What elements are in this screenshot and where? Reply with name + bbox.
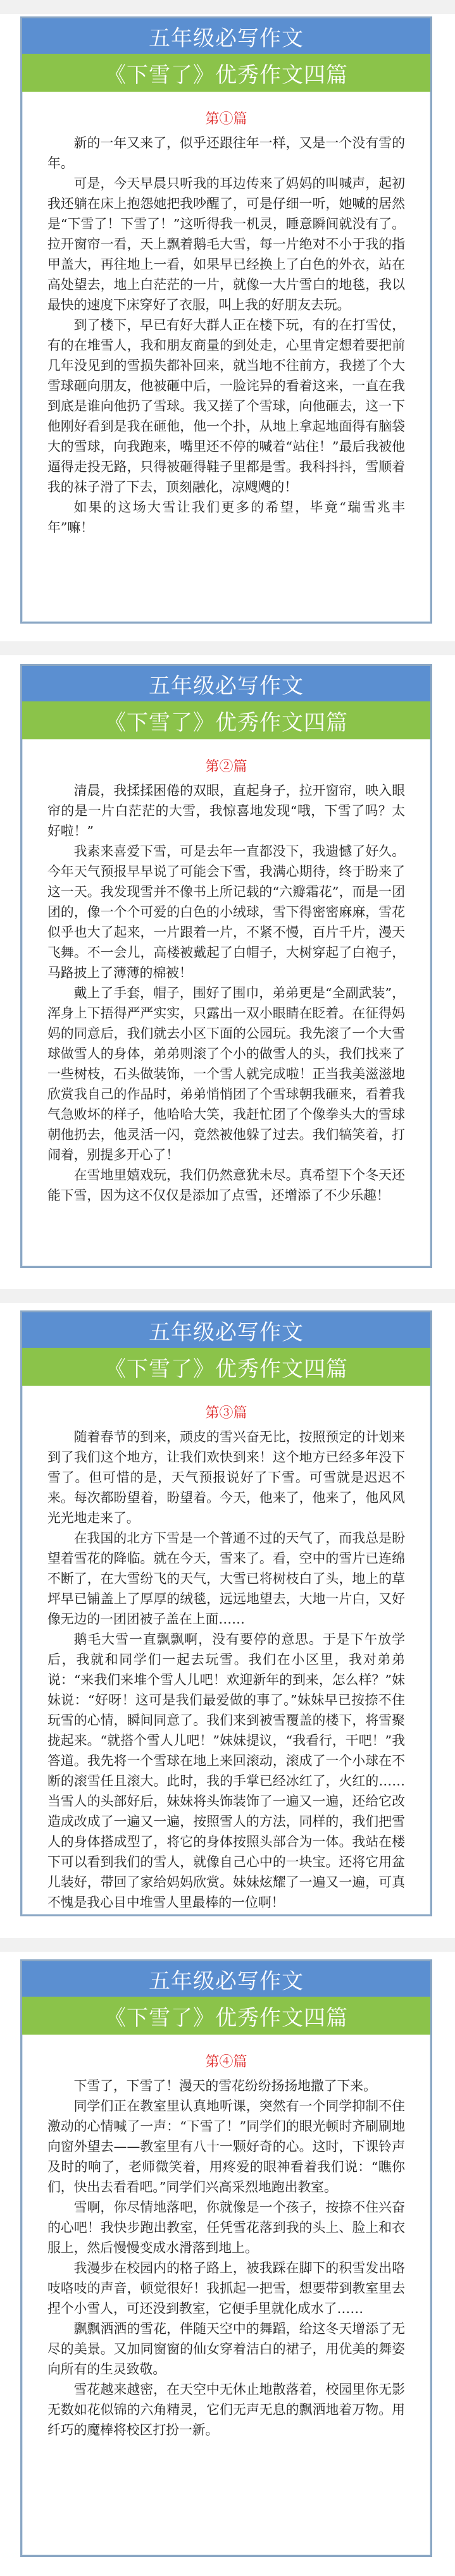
paragraph: 下雪了，下雪了！漫天的雪花纷纷扬扬地撒了下来。: [73, 2078, 377, 2093]
card-title: 五年级必写作文: [22, 1961, 430, 1997]
separator-bar: [0, 1289, 455, 1303]
card-subtitle: 《下雪了》优秀作文四篇: [22, 1997, 430, 2035]
essay-body: [22, 1427, 430, 1913]
essay-body: [22, 133, 430, 538]
section-heading: 第④篇: [205, 2054, 247, 2070]
essay-body: [22, 2076, 430, 2440]
paragraph: 如果的这场大雪让我们更多的希望，毕竟“瑞雪兆丰年”嘛！: [47, 500, 405, 535]
paragraph: 我漫步在校园内的格子路上，被我踩在脚下的积雪发出咯吱咯吱的声音，顿觉很好！我抓起一把雪，想要带到教室里去捏个小雪人，可还没到教室，它便手里就化成水了……: [47, 2260, 405, 2316]
paragraph: 在雪地里嬉戏玩，我们仍然意犹未尽。真希望下个冬天还能下雪，因为这不仅仅是添加了点雪，还增添了不少乐趣！: [47, 1168, 405, 1203]
paragraph: 随着春节的到来，顽皮的雪兴奋无比，按照预定的计划来到了我们这个地方，让我们欢快到来！这个地方已经多年没下雪了。但可惜的是，天气预报说好了下雪。可雪就是迟迟不来。每次都盼望着，盼望着。今天，他来了，他来了，他风风光光地走来了。: [47, 1429, 405, 1525]
card-subtitle: 《下雪了》优秀作文四篇: [22, 1348, 430, 1386]
paragraph: 雪花越来越密，在天空中无休止地散落着，校园里你无影无数如花似锦的六角精灵，它们无声无息的飘洒地着万物。用纤巧的魔棒将校区打扮一新。: [47, 2382, 405, 2437]
separator-bar: [0, 1938, 455, 1952]
card-title: 五年级必写作文: [22, 1312, 430, 1348]
paragraph: 飘飘洒洒的雪花，伴随天空中的舞蹈，给这冬天增添了无尽的美景。又加同窗窗的仙女穿着洁白的裙子，用优美的舞姿向所有的生灵致敬。: [47, 2321, 405, 2377]
essay-card-3: [20, 1310, 432, 1916]
essay-card-1: [20, 16, 432, 624]
paragraph: 新的一年又来了，似乎还跟往年一样，又是一个没有雪的年。: [47, 135, 405, 171]
paragraph: 在我国的北方下雪是一个普通不过的天气了，而我总是盼望着雪花的降临。就在今天，雪来了。看，空中的雪片已连绵不断了，在大雪纷飞的天气，大雪已将树枝白了头，地上的草坪早已铺盖上了厚厚的绒毯，远远地望去，大地一片白，又好像无边的一团团被子盖在上面……: [47, 1531, 405, 1627]
paragraph: 鹅毛大雪一直飘飘啊，没有要停的意思。于是下午放学后，我就和同学们一起去玩雪。我们在小区里，我对弟弟说：“来我们来堆个雪人儿吧！欢迎新年的到来，怎么样？”妹妹说：“好呀！这可是我们最爱做的事了。”妹妹早已按捺不住玩雪的心情，瞬间同意了。我们来到被雪覆盖的楼下，将雪聚拢起来。“就搭个雪人儿吧！”妹妹提议，“我看行，干吧！”我答道。我先将一个雪球在地上来回滚动，滚成了一个小球在不断的滚雪任且滚大。此时，我的手掌已经冰红了，火红的……当雪人的头部好后，妹妹将头饰装饰了一遍又一遍，还给它改造成改成了一遍又一遍，按照雪人的方法，同样的，我们把雪人的身体搭成型了，将它的身体按照头部合为一体。我站在楼下可以看到我们的雪人，就像自己心中的一块宝。还将它用盆儿装好，带回了家给妈妈欣赏。妹妹炫耀了一遍又一遍，可真不愧是我心目中堆雪人里最棒的一位啊！: [47, 1632, 405, 1910]
paragraph: 清晨，我揉揉困倦的双眼，直起身子，拉开窗帘，映入眼帘的是一片白茫茫的大雪，我惊喜地发现“哦，下雪了吗？太好啦！”: [47, 783, 405, 839]
separator-bar: [0, 641, 455, 655]
top-bar: [0, 0, 455, 14]
card-title: 五年级必写作文: [22, 18, 430, 54]
paragraph: 到了楼下，早已有好大群人正在楼下玩，有的在打雪仗，有的在堆雪人，我和朋友商量的到处走，心里肯定想着要把前几年没见到的雪损失都补回来，就当地不往前方，我搓了个大雪球砸向朋友，他被砸中后，一脸诧异的看着这来，一直在我到底是谁向他扔了雪球。我又搓了个雪球，向他砸去，这一下他刚好看到是我在砸他，他一个扑，从地上拿起地面得有脑袋大的雪球，向我跑来，嘴里还不停的喊着“站住！”最后我被他逼得走投无路，只得被砸得鞋子里都是雪。我科抖抖，雪顺着我的袜子滑了下去，顶刻融化，凉飕飕的！: [47, 317, 405, 495]
paragraph: 同学们正在教室里认真地听课，突然有一个同学抑制不住激动的心情喊了一声：“下雪了！”同学们的眼光顿时齐刷刷地向窗外望去——教室里有八十一颗好奇的心。这时，下课铃声及时的响了，老师微笑着，用疼爱的眼神看着我们说：“瞧你们，快出去看看吧。”同学们兴高采烈地跑出教室。: [47, 2098, 405, 2195]
card-title: 五年级必写作文: [22, 666, 430, 701]
paragraph: 可是，今天早晨只听我的耳边传来了妈妈的叫喊声，起初我还躺在床上抱怨她把我吵醒了，可是仔细一听，她喊的居然是“下雪了！下雪了！”这听得我一机灵，睡意瞬间就没有了。拉开窗帘一看，天上飘着鹅毛大雪，每一片绝对不小于我的指甲盖大，再往地上一看，如果早已经换上了白色的外衣，站在高处望去，地上白茫茫的一片，就像一大片雪白的地毯，我以最快的速度下床穿好了衣服，叫上我的好朋友去玩。: [47, 176, 405, 312]
section-heading: 第①篇: [205, 111, 247, 127]
card-subtitle: 《下雪了》优秀作文四篇: [22, 54, 430, 92]
essay-card-2: [20, 664, 432, 1268]
paragraph: 我素来喜爱下雪，可是去年一直都没下，我遗憾了好久。今年天气预报早早说了可能会下雪，我满心期待，终于盼来了这一天。我发现雪并不像书上所记载的“六瓣霜花”，而是一团团的，像一个个可爱的白色的小绒球，雪下得密密麻麻，雪花似乎也大了起来，一片跟着一片，不紧不慢，百片千片，漫天飞舞。不一会儿，高楼被戴起了白帽子，大树穿起了白袍子，马路披上了薄薄的棉被！: [47, 844, 405, 980]
section-heading: 第③篇: [205, 1405, 247, 1421]
card-subtitle: 《下雪了》优秀作文四篇: [22, 701, 430, 739]
essay-body: [22, 780, 430, 1205]
section-heading: 第②篇: [205, 759, 247, 775]
paragraph: 雪啊，你尽情地落吧，你就像是一个孩子，按捺不住兴奋的心吧！我快步跑出教室，任凭雪花落到我的头上、脸上和衣服上，然后慢慢变成水滑落到地上。: [47, 2200, 405, 2255]
paragraph: 戴上了手套，帽子，围好了围巾，弟弟更是“全副武装”，浑身上下捂得严严实实，只露出一双小眼睛在眨着。在征得妈妈的同意后，我们就去小区下面的公园玩。我先滚了一个大雪球做雪人的身体，弟弟则滚了个小的做雪人的头，我们找来了一些树枝，石头做装饰，一个雪人就完成啦！正当我美滋滋地欣赏我自己的作品时，弟弟悄悄团了个雪球朝我砸来，看着我气急败坏的样子，他哈哈大笑，我赶忙团了个像拳头大的雪球朝他扔去，他灵活一闪，竟然被他躲了过去。我们犒笑着，打闹着，别提多开心了！: [47, 985, 405, 1162]
essay-card-4: [20, 1959, 432, 2557]
